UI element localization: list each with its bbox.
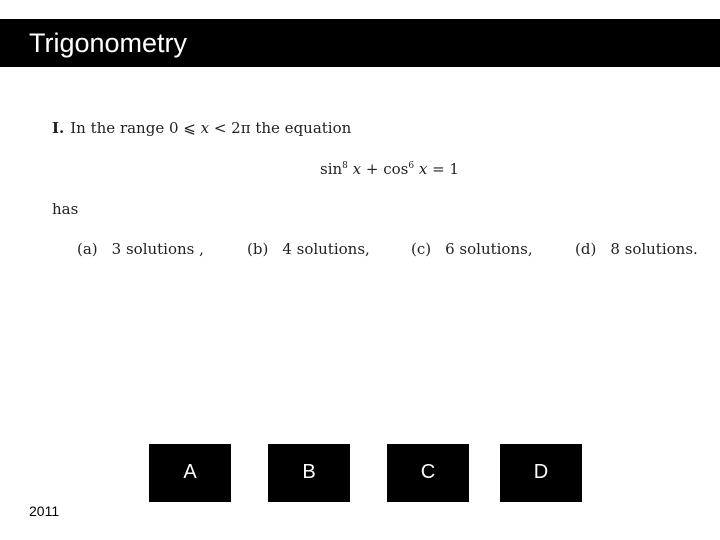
answer-button-c-label: C: [420, 461, 436, 483]
equation-x1: x: [347, 160, 362, 178]
option-c-label: (c): [411, 240, 432, 258]
equation-cos-exponent: 6: [408, 161, 415, 171]
option-c: [411, 240, 533, 258]
equation: [320, 160, 459, 178]
answer-button-d-label: D: [533, 461, 549, 483]
option-a: [77, 240, 204, 258]
answer-button-d[interactable]: [500, 444, 582, 502]
option-d-text: 8 solutions.: [610, 240, 698, 258]
option-b-label: (b): [247, 240, 269, 258]
equation-x2: x: [414, 160, 428, 178]
option-b: [247, 240, 370, 258]
question-variable: x: [200, 119, 210, 137]
question-range-end: < 2π the equation: [209, 119, 352, 137]
equation-plus-cos: + cos: [361, 160, 409, 178]
answer-button-a-label: A: [183, 461, 197, 483]
equation-rhs: = 1: [427, 160, 459, 178]
option-d-label: (d): [575, 240, 597, 258]
question-number: I.: [52, 119, 65, 137]
question-statement: [52, 119, 351, 137]
answer-button-b[interactable]: [268, 444, 350, 502]
option-b-text: 4 solutions,: [282, 240, 370, 258]
slide-title: Trigonometry: [29, 28, 188, 58]
equation-sin-exponent: 8: [342, 161, 348, 171]
option-a-label: (a): [77, 240, 98, 258]
question-lead: In the range 0 ⩽: [70, 119, 201, 137]
answer-button-c[interactable]: [387, 444, 469, 502]
option-a-text: 3 solutions ,: [111, 240, 204, 258]
question-has: has: [52, 200, 79, 218]
answer-button-a[interactable]: [149, 444, 231, 502]
equation-sin: sin: [320, 160, 343, 178]
year-label: 2011: [29, 503, 60, 519]
option-c-text: 6 solutions,: [445, 240, 533, 258]
option-d: [575, 240, 698, 258]
answer-button-b-label: B: [302, 461, 316, 483]
